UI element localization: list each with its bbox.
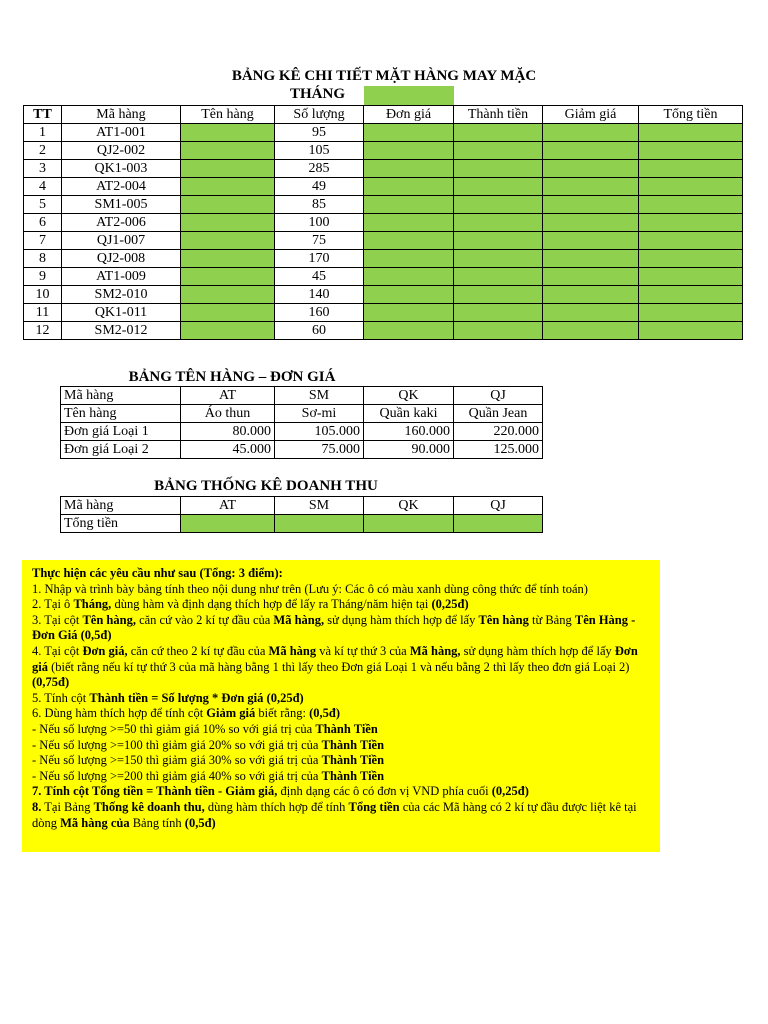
- price-name-row: [61, 405, 543, 423]
- revenue-total-at[interactable]: [181, 515, 275, 533]
- amount-cell[interactable]: [454, 160, 543, 178]
- discount-cell[interactable]: [543, 304, 639, 322]
- amount-cell[interactable]: [454, 322, 543, 340]
- price-cell: QJ: [454, 387, 543, 405]
- price-cell: Áo thun: [181, 405, 275, 423]
- price-row-label: Tên hàng: [61, 405, 181, 423]
- total-cell[interactable]: [639, 286, 743, 304]
- amount-cell[interactable]: [454, 304, 543, 322]
- total-cell[interactable]: [639, 196, 743, 214]
- item-quantity: 95: [275, 124, 364, 142]
- table-row: [24, 160, 743, 178]
- instruction-text: - Nếu số lượng >=100 thì giảm giá 20% so với giá trị của: [32, 737, 322, 752]
- instruction-text: - Nếu số lượng >=150 thì giảm giá 30% so với giá trị của: [32, 753, 322, 768]
- month-label: THÁNG: [290, 86, 346, 102]
- revenue-header-label: Mã hàng: [61, 497, 181, 515]
- item-code: SM2-012: [62, 322, 181, 340]
- row-number: 3: [24, 160, 62, 178]
- instruction-text: Thành Tiền: [315, 721, 378, 736]
- price-row-label: Đơn giá Loại 1: [61, 423, 181, 441]
- revenue-header-sm: SM: [275, 497, 364, 515]
- price-cell: AT: [181, 387, 275, 405]
- instruction-item: [32, 753, 652, 769]
- item-quantity: 60: [275, 322, 364, 340]
- discount-cell[interactable]: [543, 142, 639, 160]
- total-cell[interactable]: [639, 142, 743, 160]
- discount-cell[interactable]: [543, 196, 639, 214]
- instructions-heading: [32, 566, 652, 582]
- table-row: [24, 322, 743, 340]
- instruction-text: (0,5đ): [184, 815, 216, 830]
- header-code: Mã hàng: [62, 106, 181, 124]
- instruction-text: Mã hàng,: [409, 643, 461, 658]
- instruction-text: sử dụng hàm thích hợp để lấy: [324, 612, 479, 627]
- instruction-text: Tên hàng: [478, 612, 529, 627]
- header-total: Tổng tiền: [639, 106, 743, 124]
- amount-cell[interactable]: [454, 124, 543, 142]
- instruction-text: Đơn giá,: [82, 643, 128, 658]
- main-title: BẢNG KÊ CHI TIẾT MẶT HÀNG MAY MẶC: [231, 68, 537, 84]
- instruction-text: Thành Tiền: [321, 768, 385, 783]
- item-name-cell[interactable]: [181, 250, 275, 268]
- discount-cell[interactable]: [543, 124, 639, 142]
- instruction-item: [32, 691, 652, 707]
- discount-cell[interactable]: [543, 268, 639, 286]
- table-row: [24, 232, 743, 250]
- instruction-text: Mã hàng,: [273, 612, 325, 627]
- table-row: [24, 286, 743, 304]
- instruction-text: của các Mã hàng có 2 kí tự đầu được liệt kê tại dòng: [32, 799, 637, 830]
- item-code: QJ1-007: [62, 232, 181, 250]
- revenue-total-row: [61, 515, 543, 533]
- total-cell[interactable]: [639, 250, 743, 268]
- amount-cell[interactable]: [454, 250, 543, 268]
- table-row: [24, 196, 743, 214]
- revenue-table: [60, 496, 543, 533]
- instruction-text: dùng hàm và định dạng thích hợp để lấy ra Tháng/năm hiện tại: [111, 597, 432, 612]
- instruction-text: Tổng tiền: [348, 799, 400, 814]
- item-code: SM2-010: [62, 286, 181, 304]
- item-code: AT2-004: [62, 178, 181, 196]
- instruction-text: 3. Tại cột: [32, 612, 83, 627]
- item-quantity: 285: [275, 160, 364, 178]
- main-table: [23, 105, 743, 340]
- revenue-total-sm[interactable]: [275, 515, 364, 533]
- price-cell: Quần Jean: [454, 405, 543, 423]
- instruction-text: 4. Tại cột: [32, 643, 83, 658]
- instruction-text: Đơn giá: [32, 643, 638, 674]
- item-code: QK1-003: [62, 160, 181, 178]
- item-code: AT1-009: [62, 268, 181, 286]
- instruction-item: [32, 722, 652, 738]
- instruction-item: [32, 800, 652, 831]
- item-quantity: 160: [275, 304, 364, 322]
- item-quantity: 75: [275, 232, 364, 250]
- row-number: 12: [24, 322, 62, 340]
- item-quantity: 105: [275, 142, 364, 160]
- table-row: [24, 250, 743, 268]
- price-table: [60, 386, 543, 459]
- instruction-text: định dạng các ô có đơn vị VND phía cuối: [277, 784, 492, 799]
- unit-price-cell[interactable]: [364, 268, 454, 286]
- total-cell[interactable]: [639, 232, 743, 250]
- price-type2-row: [61, 441, 543, 459]
- unit-price-cell[interactable]: [364, 250, 454, 268]
- price-row-label: Đơn giá Loại 2: [61, 441, 181, 459]
- row-number: 4: [24, 178, 62, 196]
- revenue-header-row: [61, 497, 543, 515]
- table-row: [24, 214, 743, 232]
- instruction-item: [32, 613, 652, 644]
- table-row: [24, 268, 743, 286]
- instruction-text: 6. Dùng hàm thích hợp để tính cột: [32, 706, 207, 721]
- price-cell: 160.000: [364, 423, 454, 441]
- total-cell[interactable]: [639, 214, 743, 232]
- price-cell: Sơ-mi: [275, 405, 364, 423]
- instruction-text: Tháng,: [73, 597, 112, 612]
- instruction-text: Tên Hàng - Đơn Giá (0,5đ): [32, 612, 636, 643]
- discount-cell[interactable]: [543, 232, 639, 250]
- item-name-cell[interactable]: [181, 160, 275, 178]
- header-name: Tên hàng: [181, 106, 275, 124]
- instruction-text: (0,75đ): [32, 675, 70, 690]
- instruction-item: [32, 784, 652, 800]
- price-cell: Quần kaki: [364, 405, 454, 423]
- item-code: AT2-006: [62, 214, 181, 232]
- instructions-box: [22, 560, 660, 852]
- item-quantity: 170: [275, 250, 364, 268]
- main-table-header-row: [24, 106, 743, 124]
- amount-cell[interactable]: [454, 142, 543, 160]
- revenue-total-qj[interactable]: [454, 515, 543, 533]
- instruction-text: (biết rằng nếu kí tự thứ 3 của mã hàng bằng 1 thì lấy theo Đơn giá Loại 1 và nếu bằng 2 thì lấy theo đơn giá Loại 2): [47, 659, 630, 674]
- item-name-cell[interactable]: [181, 214, 275, 232]
- row-number: 1: [24, 124, 62, 142]
- total-cell[interactable]: [639, 160, 743, 178]
- item-quantity: 49: [275, 178, 364, 196]
- instruction-item: [32, 706, 652, 722]
- instruction-text: - Nếu số lượng >=200 thì giảm giá 40% so với giá trị của: [32, 768, 322, 783]
- item-quantity: 100: [275, 214, 364, 232]
- header-price: Đơn giá: [364, 106, 454, 124]
- unit-price-cell[interactable]: [364, 232, 454, 250]
- instruction-text: 7. Tính cột Tổng tiền = Thành tiền - Giảm giá,: [32, 784, 278, 799]
- price-code-row: [61, 387, 543, 405]
- unit-price-cell[interactable]: [364, 160, 454, 178]
- total-cell[interactable]: [639, 268, 743, 286]
- instruction-text: sử dụng hàm thích hợp để lấy: [460, 643, 615, 658]
- instruction-text: căn cứ vào 2 kí tự đầu của: [135, 612, 274, 627]
- instruction-text: (0,25đ): [431, 597, 469, 612]
- instruction-text: Bảng tính: [129, 815, 185, 830]
- item-quantity: 140: [275, 286, 364, 304]
- instruction-text: Mã hàng: [268, 643, 317, 658]
- instruction-text: 2. Tại ô: [32, 597, 74, 612]
- item-name-cell[interactable]: [181, 268, 275, 286]
- instruction-text: 8.: [32, 799, 42, 814]
- amount-cell[interactable]: [454, 214, 543, 232]
- amount-cell[interactable]: [454, 178, 543, 196]
- amount-cell[interactable]: [454, 268, 543, 286]
- total-cell[interactable]: [639, 178, 743, 196]
- table-row: [24, 178, 743, 196]
- instruction-text: Thành Tiền: [321, 753, 385, 768]
- row-number: 5: [24, 196, 62, 214]
- item-name-cell[interactable]: [181, 322, 275, 340]
- item-code: AT1-001: [62, 124, 181, 142]
- price-cell: 125.000: [454, 441, 543, 459]
- price-cell: QK: [364, 387, 454, 405]
- table-row: [24, 124, 743, 142]
- price-row-label: Mã hàng: [61, 387, 181, 405]
- amount-cell[interactable]: [454, 286, 543, 304]
- instruction-text: căn cứ theo 2 kí tự đầu của: [127, 643, 269, 658]
- table-row: [24, 304, 743, 322]
- instruction-text: từ Bảng: [528, 612, 575, 627]
- item-name-cell[interactable]: [181, 124, 275, 142]
- price-cell: 90.000: [364, 441, 454, 459]
- instruction-text: Thực hiện các yêu cầu như sau (Tổng: 3 điểm):: [32, 566, 283, 580]
- item-name-cell[interactable]: [181, 232, 275, 250]
- header-discount: Giảm giá: [543, 106, 639, 124]
- header-qty: Số lượng: [275, 106, 364, 124]
- row-number: 7: [24, 232, 62, 250]
- revenue-header-at: AT: [181, 497, 275, 515]
- row-number: 10: [24, 286, 62, 304]
- price-cell: SM: [275, 387, 364, 405]
- item-quantity: 45: [275, 268, 364, 286]
- price-table-title: BẢNG TÊN HÀNG – ĐƠN GIÁ: [128, 369, 336, 385]
- header-amount: Thành tiền: [454, 106, 543, 124]
- discount-cell[interactable]: [543, 322, 639, 340]
- unit-price-cell[interactable]: [364, 178, 454, 196]
- header-tt: TT: [24, 106, 62, 124]
- row-number: 9: [24, 268, 62, 286]
- unit-price-cell[interactable]: [364, 196, 454, 214]
- item-name-cell[interactable]: [181, 142, 275, 160]
- item-code: QJ2-008: [62, 250, 181, 268]
- instruction-item: [32, 582, 652, 598]
- revenue-table-title: BẢNG THỐNG KÊ DOANH THU: [154, 478, 378, 494]
- revenue-header-qk: QK: [364, 497, 454, 515]
- total-cell[interactable]: [639, 322, 743, 340]
- revenue-header-qj: QJ: [454, 497, 543, 515]
- row-number: 8: [24, 250, 62, 268]
- discount-cell[interactable]: [543, 250, 639, 268]
- total-cell[interactable]: [639, 304, 743, 322]
- item-code: QJ2-002: [62, 142, 181, 160]
- row-number: 2: [24, 142, 62, 160]
- item-name-cell[interactable]: [181, 178, 275, 196]
- instruction-text: - Nếu số lượng >=50 thì giảm giá 10% so với giá trị của: [32, 721, 316, 736]
- discount-cell[interactable]: [543, 214, 639, 232]
- unit-price-cell[interactable]: [364, 304, 454, 322]
- instruction-text: Thống kê doanh thu,: [93, 799, 205, 814]
- item-quantity: 85: [275, 196, 364, 214]
- price-cell: 75.000: [275, 441, 364, 459]
- instruction-text: và kí tự thứ 3 của: [316, 643, 410, 658]
- unit-price-cell[interactable]: [364, 322, 454, 340]
- instruction-text: (0,5đ): [309, 706, 340, 721]
- instruction-text: Giảm giá: [206, 706, 256, 721]
- table-row: [24, 142, 743, 160]
- discount-cell[interactable]: [543, 178, 639, 196]
- unit-price-cell[interactable]: [364, 286, 454, 304]
- instruction-text: dùng hàm thích hợp để tính: [204, 799, 349, 814]
- price-cell: 105.000: [275, 423, 364, 441]
- unit-price-cell[interactable]: [364, 124, 454, 142]
- discount-cell[interactable]: [543, 160, 639, 178]
- price-cell: 220.000: [454, 423, 543, 441]
- item-code: QK1-011: [62, 304, 181, 322]
- instruction-text: (0,25đ): [491, 784, 529, 799]
- instruction-text: Thành Tiền: [321, 737, 385, 752]
- amount-cell[interactable]: [454, 232, 543, 250]
- unit-price-cell[interactable]: [364, 214, 454, 232]
- month-cell[interactable]: [364, 86, 454, 105]
- revenue-total-label: Tổng tiền: [61, 515, 181, 533]
- price-cell: 80.000: [181, 423, 275, 441]
- instruction-text: Tên hàng,: [82, 612, 136, 627]
- row-number: 11: [24, 304, 62, 322]
- unit-price-cell[interactable]: [364, 142, 454, 160]
- instruction-item: [32, 597, 652, 613]
- instruction-text: 5. Tính cột: [32, 690, 90, 705]
- instruction-text: Mã hàng của: [60, 815, 130, 830]
- discount-cell[interactable]: [543, 286, 639, 304]
- row-number: 6: [24, 214, 62, 232]
- instruction-item: [32, 644, 652, 691]
- instruction-text: biết rằng:: [255, 706, 310, 721]
- instruction-item: [32, 769, 652, 785]
- amount-cell[interactable]: [454, 196, 543, 214]
- total-cell[interactable]: [639, 124, 743, 142]
- price-type1-row: [61, 423, 543, 441]
- revenue-total-qk[interactable]: [364, 515, 454, 533]
- item-name-cell[interactable]: [181, 286, 275, 304]
- instruction-text: Thành tiền = Số lượng * Đơn giá (0,25đ): [89, 690, 304, 705]
- item-name-cell[interactable]: [181, 304, 275, 322]
- instruction-text: Tại Bảng: [41, 799, 94, 814]
- item-name-cell[interactable]: [181, 196, 275, 214]
- item-code: SM1-005: [62, 196, 181, 214]
- price-cell: 45.000: [181, 441, 275, 459]
- instruction-item: [32, 738, 652, 754]
- instruction-text: 1. Nhập và trình bày bảng tính theo nội dung như trên (Lưu ý: Các ô có màu xanh dùng công thức để tính toán): [32, 581, 588, 596]
